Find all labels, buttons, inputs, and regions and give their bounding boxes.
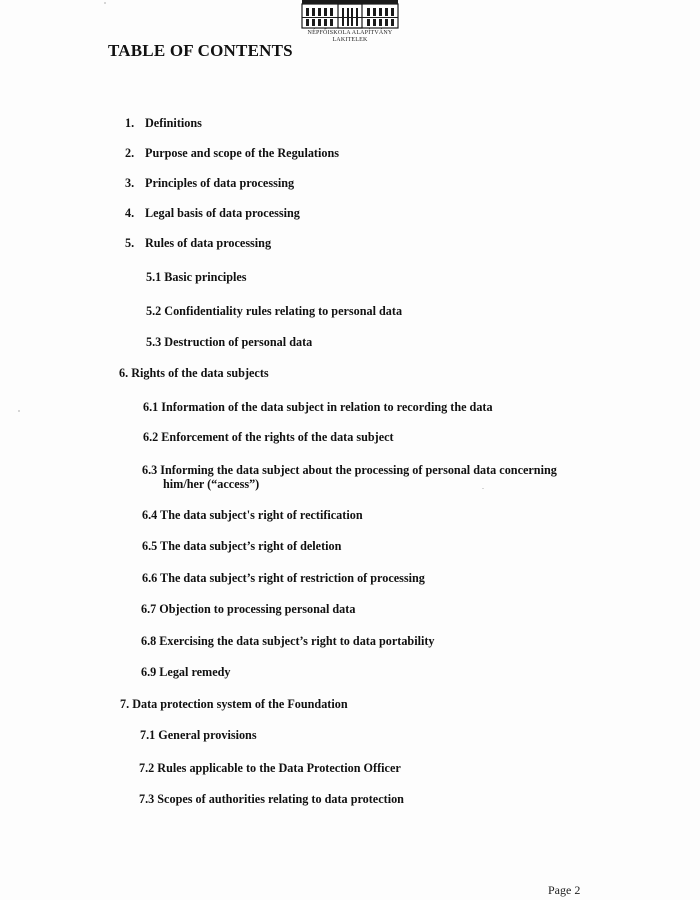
toc-entry-line: 6.3 Informing the data subject about the processing of personal data concerning (142, 463, 557, 477)
toc-entry-5-1: 5.1 Basic principles (146, 270, 247, 284)
toc-entry-6: 6. Rights of the data subjects (119, 366, 269, 380)
organization-city: LAKITELEK (332, 37, 368, 43)
toc-entry-6-3 (142, 463, 557, 477)
toc-entry-6-4: 6.4 The data subject's right of rectification (142, 508, 363, 522)
toc-entry-7-1: 7.1 General provisions (140, 728, 257, 742)
toc-entry-7-3: 7.3 Scopes of authorities relating to data protection (139, 792, 404, 806)
toc-entry-number: 3. (125, 176, 135, 190)
page-number: Page 2 (548, 883, 581, 897)
scan-speck (482, 488, 484, 489)
toc-entry-7-2: 7.2 Rules applicable to the Data Protection Officer (139, 761, 401, 775)
page-title: TABLE OF CONTENTS (108, 41, 293, 60)
toc-entry-5-3: 5.3 Destruction of personal data (146, 335, 313, 349)
toc-entry-4 (125, 206, 300, 220)
toc-entry-2 (125, 146, 339, 160)
toc-entry-label: Principles of data processing (145, 176, 295, 190)
toc-entry-5-2: 5.2 Confidentiality rules relating to personal data (146, 304, 403, 318)
toc-entry-6-6: 6.6 The data subject’s right of restriction of processing (142, 571, 425, 585)
toc-entry-7: 7. Data protection system of the Foundation (120, 697, 348, 711)
toc-entry-number: 1. (125, 116, 135, 130)
toc-entry-label: Rules of data processing (145, 236, 272, 250)
toc-entry-6-8: 6.8 Exercising the data subject’s right to data portability (141, 634, 435, 648)
toc-entry-label: Legal basis of data processing (145, 206, 300, 220)
toc-entry-number: 5. (125, 236, 135, 250)
toc-entry-1 (125, 116, 202, 130)
scan-speck (18, 410, 20, 412)
foundation-logo (290, 0, 410, 46)
toc-entry-6-5: 6.5 The data subject’s right of deletion (142, 539, 342, 553)
toc-entry-6-9: 6.9 Legal remedy (141, 665, 231, 679)
toc-entry-label: Purpose and scope of the Regulations (145, 146, 339, 160)
toc-entry-number: 4. (125, 206, 135, 220)
toc-entry-6-1: 6.1 Information of the data subject in relation to recording the data (143, 400, 493, 414)
organization-name: NÉPFŐISKOLA ALAPÍTVÁNY (307, 30, 393, 36)
toc-entry-5 (125, 236, 271, 250)
toc-entry-label: Definitions (145, 116, 202, 130)
toc-entry-6-2: 6.2 Enforcement of the rights of the data subject (143, 430, 394, 444)
toc-entry-number: 2. (125, 146, 135, 160)
toc-entry-6-7: 6.7 Objection to processing personal data (141, 602, 356, 616)
building-logo-icon (300, 0, 400, 30)
toc-entry-3 (125, 176, 294, 190)
scan-speck (104, 2, 106, 4)
toc-entry-6-3-continued: him/her (“access”) (163, 477, 260, 491)
